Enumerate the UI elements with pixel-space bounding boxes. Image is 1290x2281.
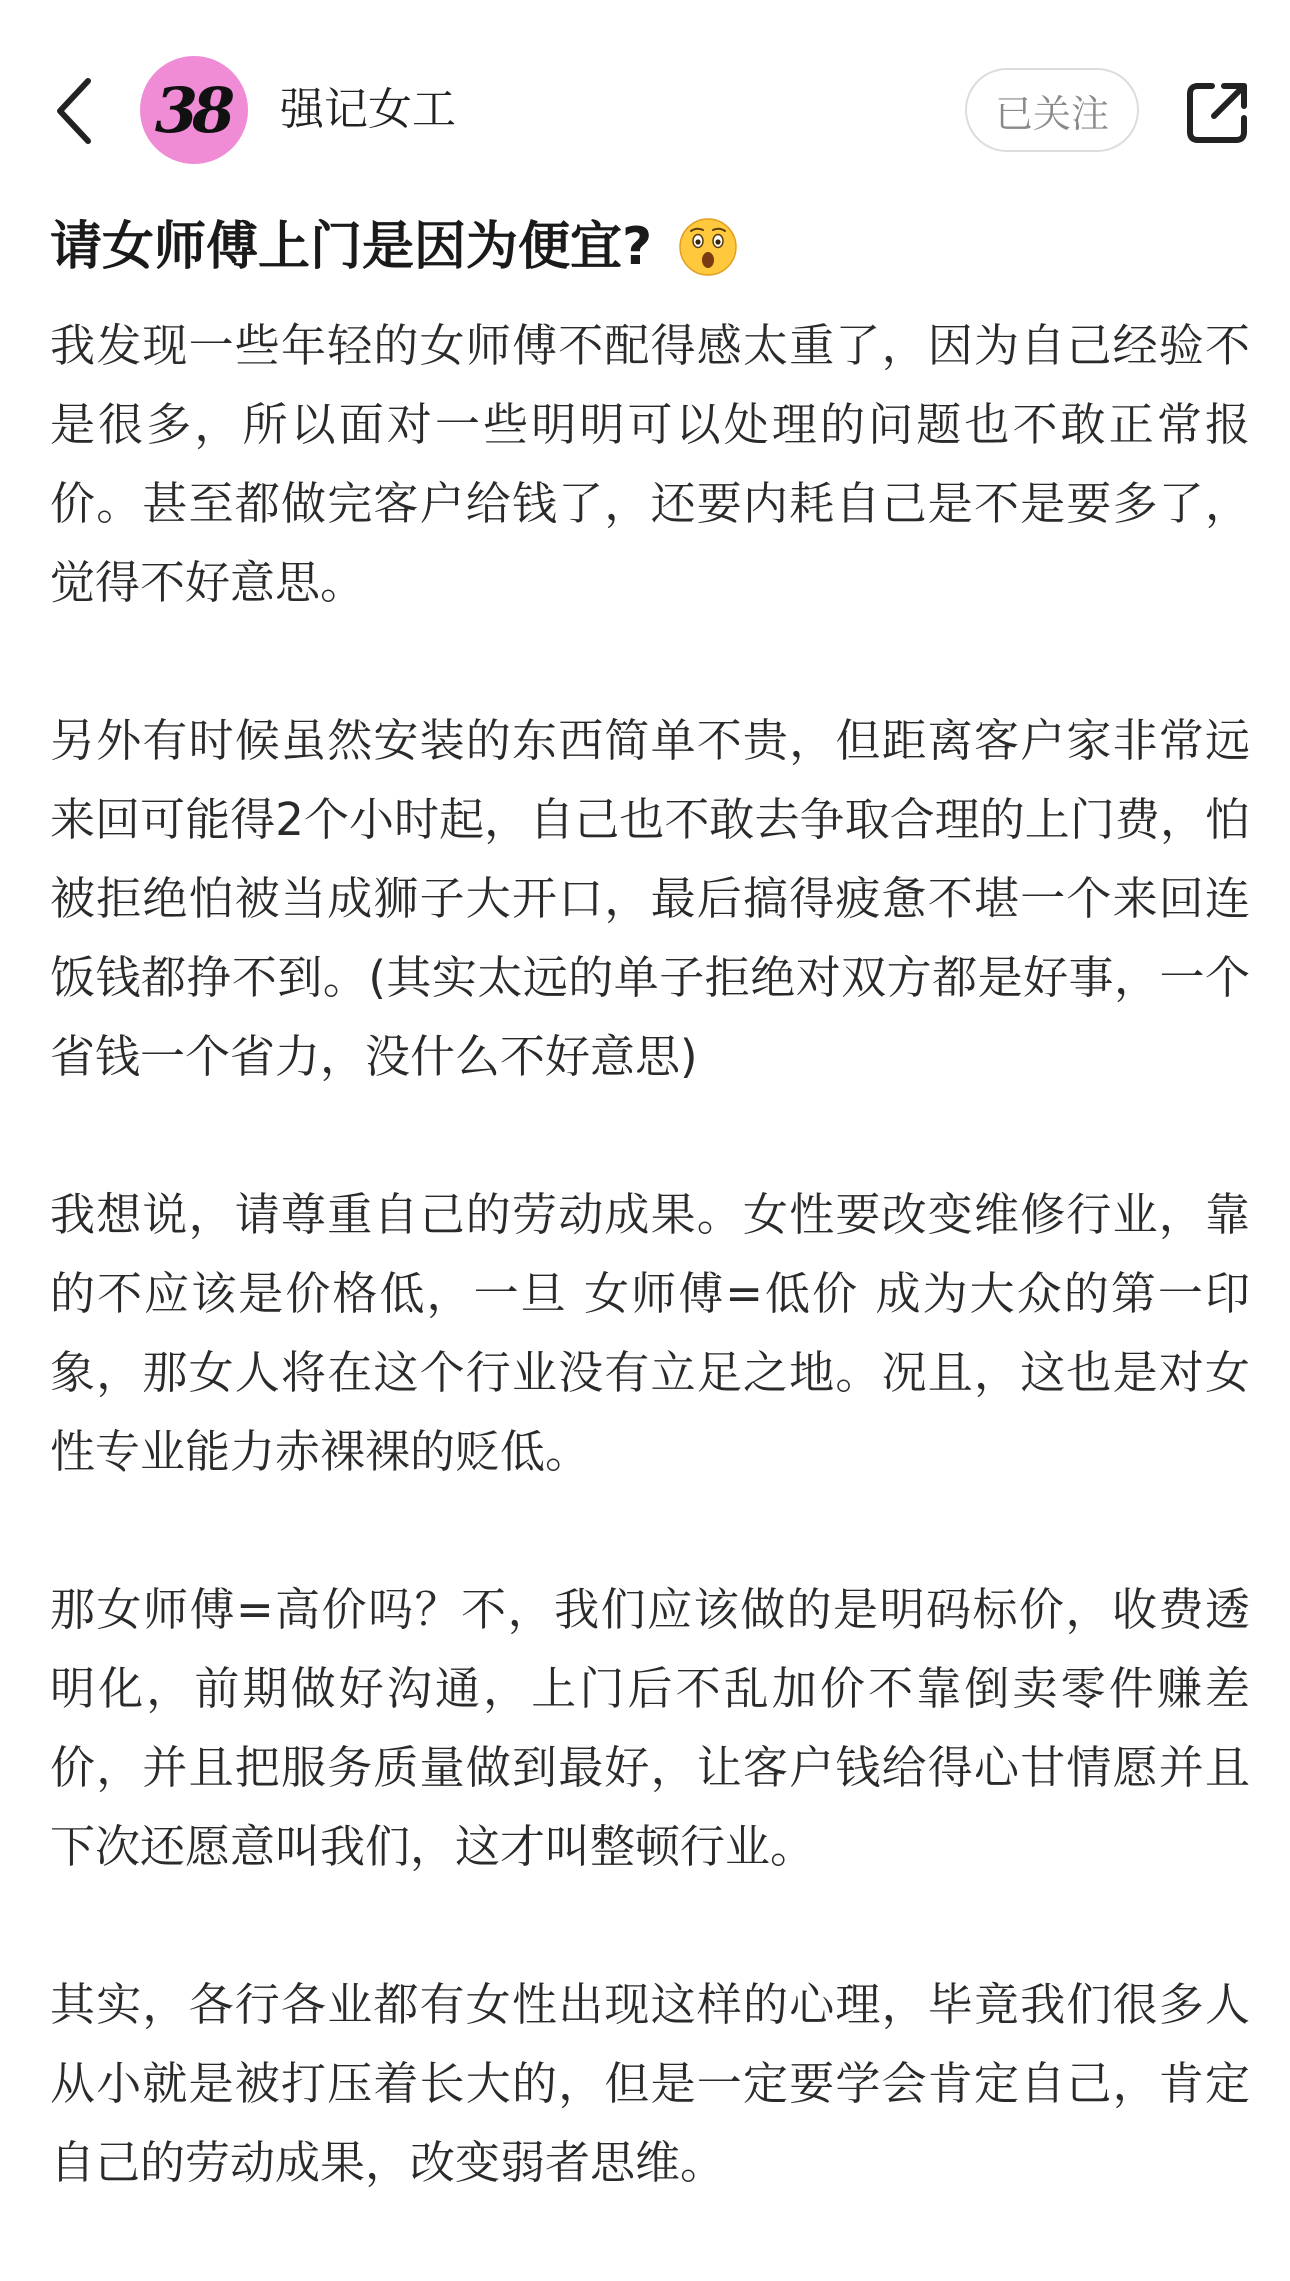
follow-button[interactable]: 已关注	[965, 68, 1139, 152]
post-title	[50, 210, 1250, 284]
share-button[interactable]	[1182, 76, 1254, 148]
paragraph: 另外有时候虽然安装的东西简单不贵，但距离客户家非常远来回可能得2个小时起，自己也不敢去争取合理的上门费，怕被拒绝怕被当成狮子大开口，最后搞得疲惫不堪一个来回连饭钱都挣不到。(其实太远的单子拒绝对双方都是好事，一个省钱一个省力，没什么不好意思)	[50, 714, 1250, 1083]
paragraph: 那女师傅=高价吗？不，我们应该做的是明码标价，收费透明化，前期做好沟通，上门后不乱加价不靠倒卖零件赚差价，并且把服务质量做到最好，让客户钱给得心甘情愿并且下次还愿意叫我们，这才叫整顿行业。	[50, 1583, 1250, 1873]
share-icon	[1182, 76, 1254, 148]
paragraph: 其实，各行各业都有女性出现这样的心理，毕竟我们很多人从小就是被打压着长大的，但是一定要学会肯定自己，肯定自己的劳动成果，改变弱者思维。	[50, 1978, 1250, 2189]
chevron-left-icon	[54, 75, 94, 147]
paragraph: 我发现一些年轻的女师傅不配得感太重了，因为自己经验不是很多，所以面对一些明明可以处理的问题也不敢正常报价。甚至都做完客户给钱了，还要内耗自己是不是要多了，觉得不好意思。	[50, 319, 1250, 609]
paragraph: 我想说，请尊重自己的劳动成果。女性要改变维修行业，靠的不应该是价格低，一旦 女师傅=低价 成为大众的第一印象，那女人将在这个行业没有立足之地。况且，这也是对女性专业能力赤裸裸的贬低。	[50, 1188, 1250, 1478]
post-header	[0, 0, 1290, 220]
avatar[interactable]	[140, 56, 248, 164]
author-name[interactable]: 强记女工	[280, 84, 456, 135]
avatar-logo-text: 38	[154, 73, 230, 147]
back-button[interactable]	[44, 66, 104, 156]
post-title-text: 请女师傅上门是因为便宜?	[50, 217, 653, 277]
astonished-face-icon	[678, 217, 738, 277]
post-body	[50, 306, 1250, 2281]
